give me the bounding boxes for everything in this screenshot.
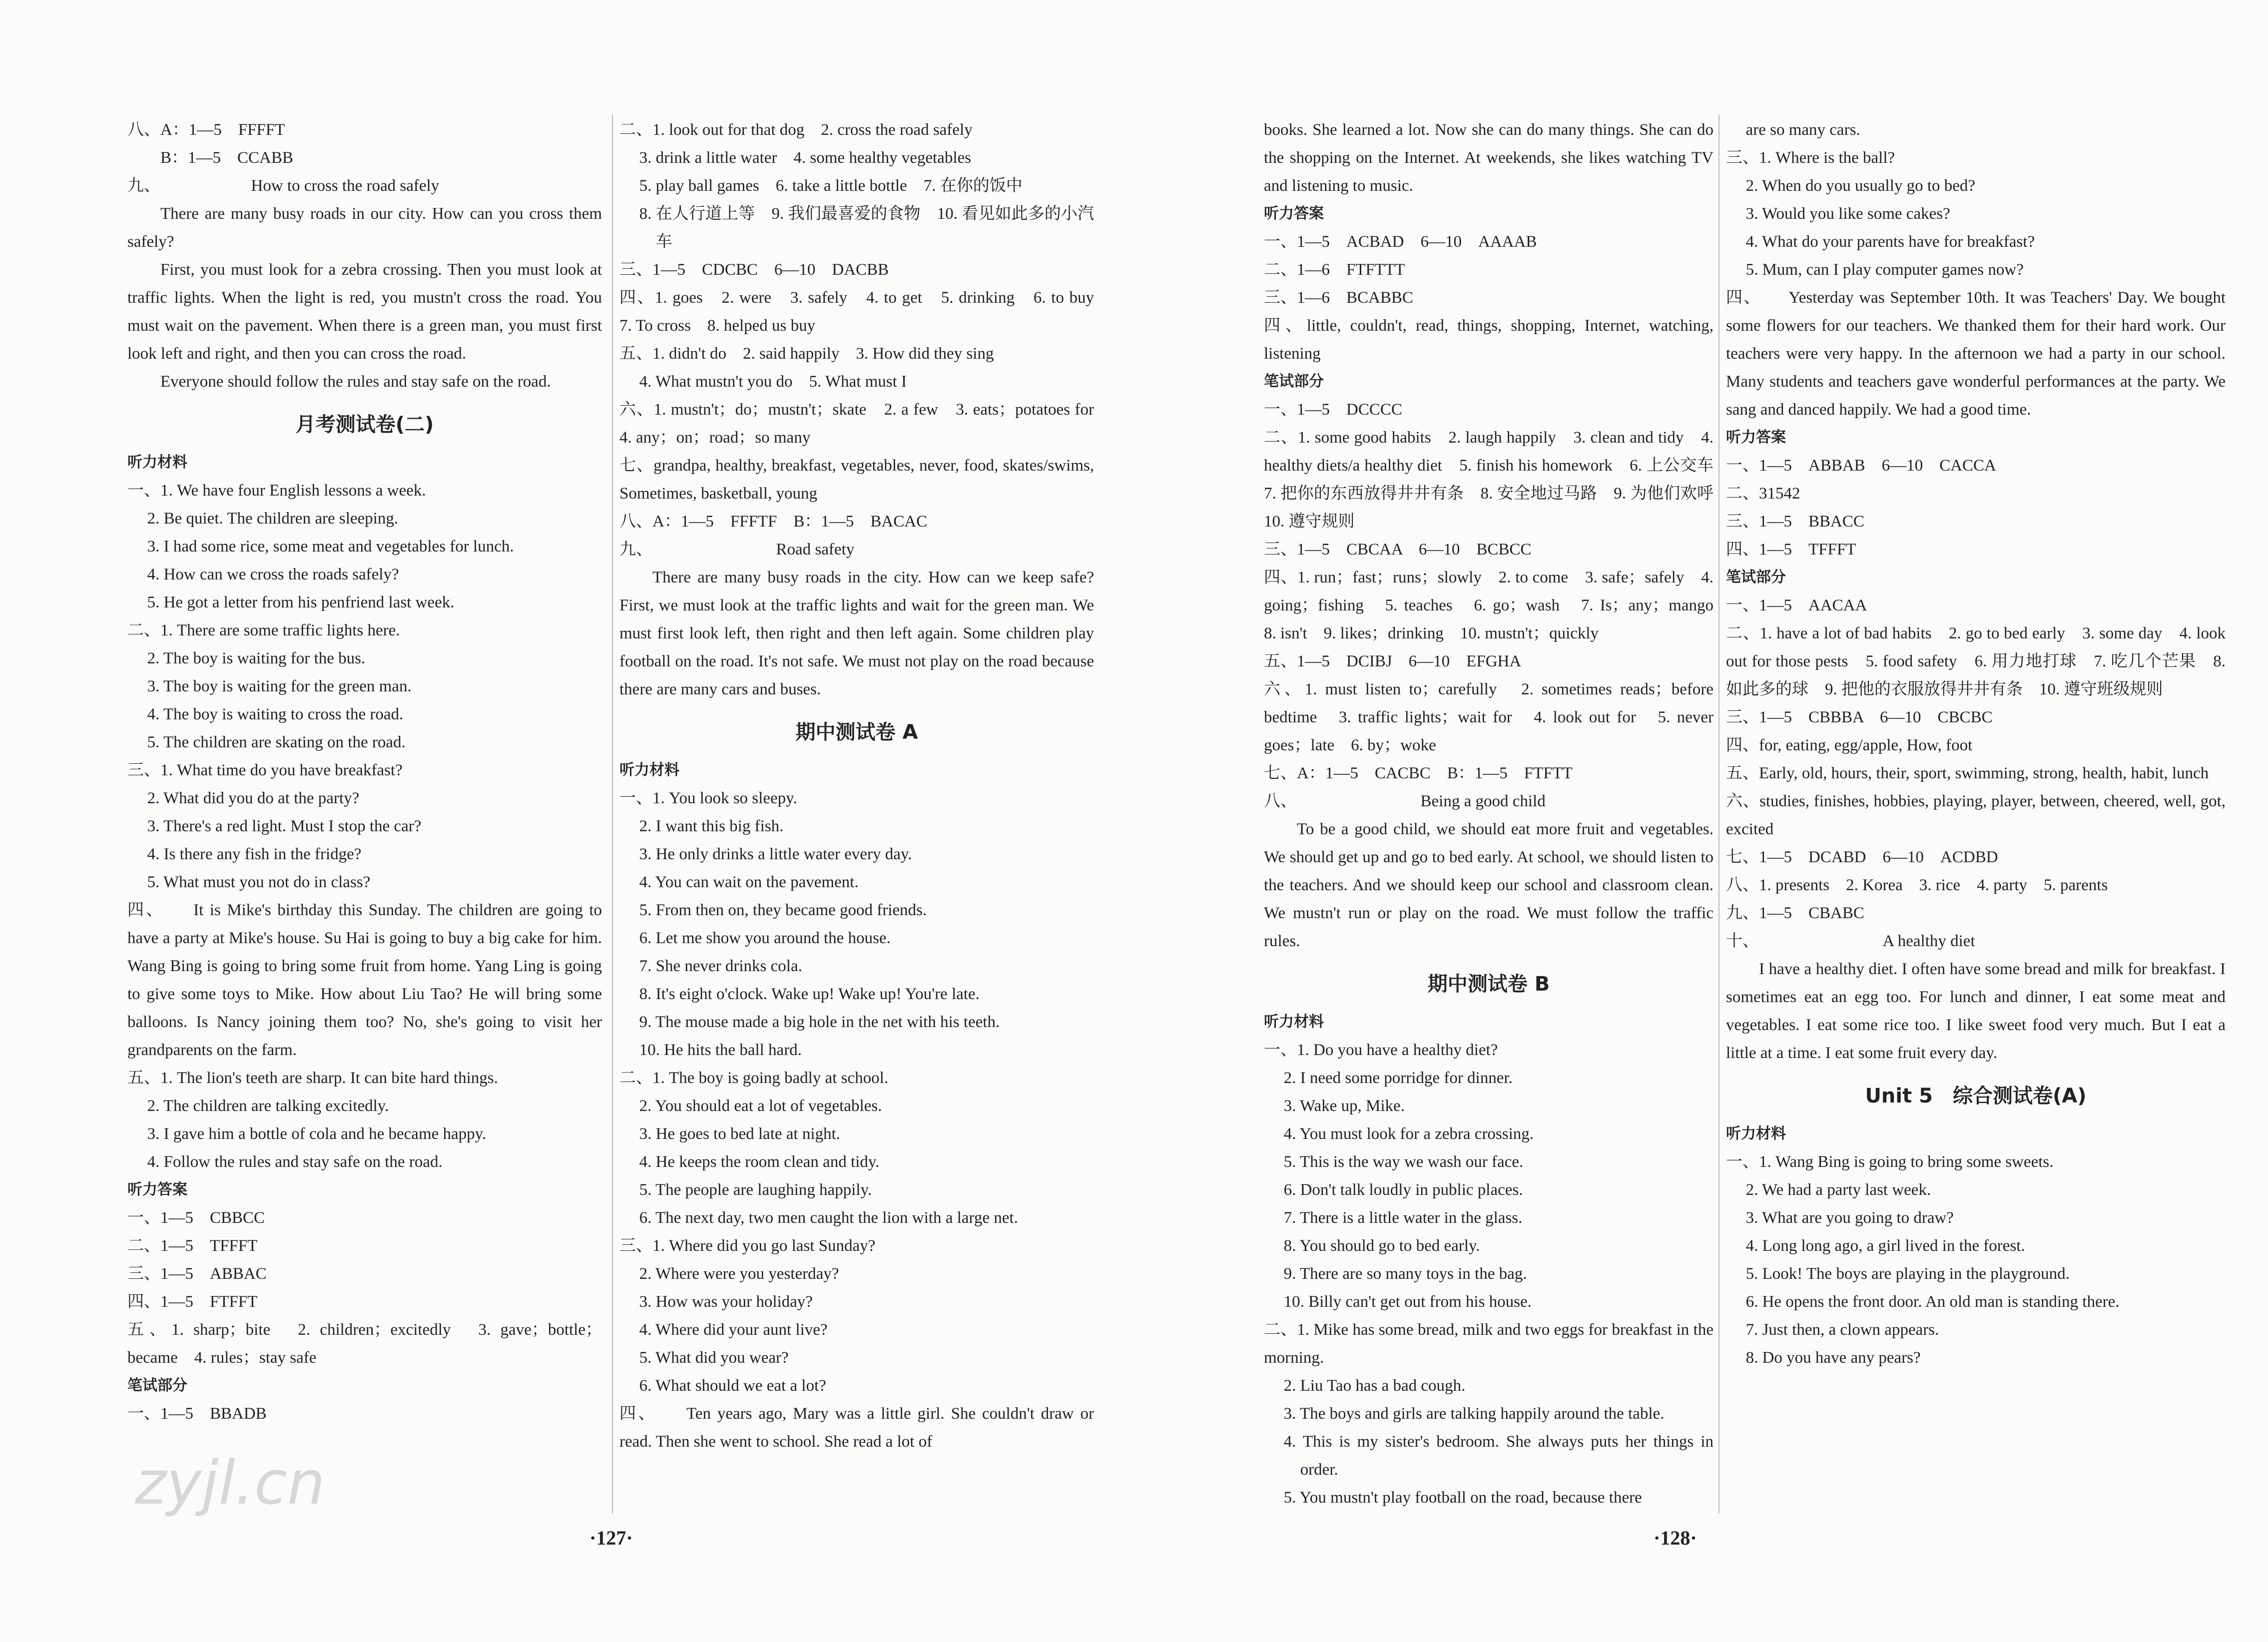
answer-line: 三、1. Where did you go last Sunday? [619,1237,876,1255]
answer-line: 四、1—5 TFFFT [1726,541,1856,558]
answer-line: 4. This is my sister's bedroom. She always puts her things in order. [1283,1433,1718,1479]
answer-line: 四、1. goes 2. were 3. safely 4. to get 5. drinking 6. to buy 7. To cross 8. helped us buy [619,289,1111,335]
answer-line: 4. The boy is waiting to cross the road. [147,705,404,723]
answer-line: 7. There is a little water in the glass. [1283,1209,1523,1227]
answer-column-2 [619,116,1111,1456]
answer-line: 一、1—5 DCCCC [1264,401,1402,419]
answer-line: 五、1. sharp；bite 2. children；excitedly 3. gave；bottle；became 4. rules；stay safe [127,1321,602,1367]
answer-line: 一、1—5 ABBAB 6—10 CACCA [1726,457,1996,475]
answer-line: 八、 Being a good child [1264,792,1546,810]
answer-line: books. She learned a lot. Now she can do many things. She can do the shopping on the Internet. At weekends, she likes watching TV and listening to music. [1264,121,1718,195]
answer-line: 5. What must you not do in class? [147,873,371,891]
essay-paragraph: There are many busy roads in the city. How can we keep safe? First, we must look at the traffic lights and wait for the green man. We must first look left, then right and then left again. Some children play football on the road. It's not safe. We must not play on the road because there are many cars and buses. [619,568,1094,698]
answer-line: 6. He opens the front door. An old man is standing there. [1745,1293,2120,1311]
answer-line: 4. Long long ago, a girl lived in the forest. [1745,1237,2025,1255]
answer-line: 2. What did you do at the party? [147,789,360,807]
answer-line: 九、1—5 CBABC [1726,904,1864,922]
answer-line: 4. Where did your aunt live? [639,1321,828,1339]
answer-line: 2. I need some porridge for dinner. [1283,1069,1513,1087]
answer-line: 2. When do you usually go to bed? [1745,177,1976,195]
answer-line: 4. Is there any fish in the fridge? [147,845,362,863]
answer-line: 三、1—5 CBBBA 6—10 CBCBC [1726,708,1993,726]
answer-line: 三、1—5 CBCAA 6—10 BCBCC [1264,541,1532,558]
answer-line: 二、1. There are some traffic lights here. [127,621,400,639]
answer-column-4 [1726,116,2230,1372]
answer-line: 9. The mouse made a big hole in the net with his teeth. [639,1013,1000,1031]
answer-column-3 [1264,116,1730,1512]
section-heading: 听力材料 [619,761,679,779]
answer-line: 七、grandpa, healthy, breakfast, vegetables, never, food, skates/swims, Sometimes, basketball, young [619,457,1099,503]
answer-line: 八、1. presents 2. Korea 3. rice 4. party 5. parents [1726,876,2108,894]
column-divider-left [612,115,613,1514]
answer-line: 3. Wake up, Mike. [1283,1097,1405,1115]
answer-line: 2. The children are talking excitedly. [147,1097,389,1115]
answer-line: 四、 Ten years ago, Mary was a little girl. She couldn't draw or read. Then she went to school. She read a lot of [619,1405,1099,1451]
answer-line: 二、31542 [1726,485,1800,503]
answer-line: 五、Early, old, hours, their, sport, swimming, strong, health, habit, lunch [1726,764,2209,782]
answer-line: 3. Would you like some cakes? [1745,205,1950,223]
answer-line: 二、1—5 TFFFT [127,1237,258,1255]
section-title: Unit 5 综合测试卷(A) [1865,1085,2087,1107]
answer-line: 5. The children are skating on the road. [147,733,406,751]
answer-line: 8. Do you have any pears? [1745,1349,1921,1367]
answer-line: 7. Just then, a clown appears. [1745,1321,1939,1339]
answer-line: 六、1. must listen to；carefully 2. sometimes reads；before bedtime 3. traffic lights；wait for 4. look out for 5. never goes；late 6. by；woke [1264,680,1718,754]
essay-paragraph: There are many busy roads in our city. How can you cross them safely? [127,205,602,251]
answer-line: 五、1—5 DCIBJ 6—10 EFGHA [1264,652,1522,670]
answer-line: 三、1—5 CDCBC 6—10 DACBB [619,261,889,279]
answer-line: 2. You should eat a lot of vegetables. [639,1097,882,1115]
page-number-right: ·128· [1654,1527,1697,1549]
answer-line: 二、1—6 FTFTTT [1264,261,1405,279]
answer-line: 7. She never drinks cola. [639,957,802,975]
answer-line: 六、studies, finishes, hobbies, playing, player, between, cheered, well, got, excited [1726,792,2230,838]
answer-line: 九、 How to cross the road safely [127,177,440,195]
answer-line: 3. I gave him a bottle of cola and he became happy. [147,1125,487,1143]
answer-line: 3. The boys and girls are talking happily around the table. [1283,1405,1665,1423]
answer-line: 4. What do your parents have for breakfast? [1745,233,2035,251]
watermark: zyjl.cn [135,1449,325,1518]
answer-line: 5. From then on, they became good friends. [639,901,927,919]
section-heading: 听力材料 [1726,1125,1786,1142]
essay-paragraph: Everyone should follow the rules and stay safe on the road. [160,373,551,391]
answer-line: 2. The boy is waiting for the bus. [147,649,366,667]
answer-line: 3. drink a little water 4. some healthy vegetables [639,149,971,167]
answer-line: 4. He keeps the room clean and tidy. [639,1153,880,1171]
answer-line: 三、1—6 BCABBC [1264,289,1413,307]
answer-line: 四、little, couldn't, read, things, shopping, Internet, watching, listening [1264,317,1718,363]
section-heading: 笔试部分 [127,1377,187,1394]
answer-line: 3. There's a red light. Must I stop the car? [147,817,422,835]
answer-line: 3. He only drinks a little water every day. [639,845,912,863]
answer-line: 2. Liu Tao has a bad cough. [1283,1377,1466,1395]
answer-line: 三、1. Where is the ball? [1726,149,1895,167]
answer-line: 一、1—5 ACBAD 6—10 AAAAB [1264,233,1537,251]
answer-line: 5. Mum, can I play computer games now? [1745,261,2024,279]
answer-line: 二、1. have a lot of bad habits 2. go to bed early 3. some day 4. look out for those pests 5. food safety 6. 用力地打球 7. 吃几个芒果 8. 如此多的球 9. 把他的衣服放得井井有条 10. 遵守班级规则 [1726,624,2230,698]
answer-line: 二、1. look out for that dog 2. cross the road safely [619,121,973,139]
answer-line: 3. I had some rice, some meat and vegetables for lunch. [147,538,514,555]
section-heading: 听力材料 [1264,1013,1324,1031]
answer-line: 3. How was your holiday? [639,1293,813,1311]
answer-line: 4. You must look for a zebra crossing. [1283,1125,1534,1143]
answer-line: 10. He hits the ball hard. [639,1041,802,1059]
answer-line: 6. The next day, two men caught the lion with a large net. [639,1209,1018,1227]
answer-line: 8. You should go to bed early. [1283,1237,1480,1255]
answer-line: 一、1. You look so sleepy. [619,789,797,807]
answer-line: 5. Look! The boys are playing in the playground. [1745,1265,2070,1283]
section-heading: 听力答案 [1726,429,1786,446]
answer-line: 一、1—5 BBADB [127,1405,267,1423]
answer-line: 九、 Road safety [619,541,855,558]
section-heading: 听力答案 [127,1181,187,1198]
answer-line: 一、1. We have four English lessons a week. [127,482,426,500]
answer-line: 3. What are you going to draw? [1745,1209,1954,1227]
answer-line: 四、 Yesterday was September 10th. It was Teachers' Day. We bought some flowers for our teachers. We thanked them for their hard work. Our teachers were very happy. In the afternoon we had a party in our school. Many students and teachers gave wonderful performances at the party. We sang and danced happily. We had a good time. [1726,289,2230,419]
essay-paragraph: First, you must look for a zebra crossing. Then you must look at traffic lights. When the light is red, you mustn't cross the road. You must wait on the pavement. When there is a green man, you must first look left and right, and then you can cross the road. [127,261,602,363]
essay-paragraph: I have a healthy diet. I often have some bread and milk for breakfast. I sometimes eat an egg too. For lunch and dinner, I eat some meat and vegetables. I eat some rice too. I like sweet food very much. But I eat a little at a time. I eat some fruit every day. [1726,960,2226,1062]
answer-line: 三、1. What time do you have breakfast? [127,761,403,779]
answer-line: B：1—5 CCABB [127,149,293,167]
answer-line: 八、A：1—5 FFFTF B：1—5 BACAC [619,513,928,531]
page-number-left: ·127· [589,1527,633,1549]
answer-line: 四、1—5 FTFFT [127,1293,258,1311]
answer-line: 3. He goes to bed late at night. [639,1125,840,1143]
answer-line: 七、A：1—5 CACBC B：1—5 FTFTT [1264,764,1573,782]
answer-line: 4. You can wait on the pavement. [639,873,859,891]
answer-line: 2. We had a party last week. [1745,1181,1931,1199]
answer-line: 二、1. Mike has some bread, milk and two eggs for breakfast in the morning. [1264,1321,1718,1367]
answer-line: 10. Billy can't get out from his house. [1283,1293,1532,1311]
answer-line: 6. Don't talk loudly in public places. [1283,1181,1523,1199]
answer-line: 二、1. some good habits 2. laugh happily 3. clean and tidy 4. healthy diets/a healthy diet 5. finish his homework 6. 上公交车 7. 把你的东西放得井井有条 8. 安全地过马路 9. 为他们欢呼 10. 遵守规则 [1264,429,1730,531]
section-title: 期中测试卷 B [1427,973,1550,996]
answer-line: 6. Let me show you around the house. [639,929,891,947]
answer-line: 三、1—5 ABBAC [127,1265,267,1283]
answer-line: 2. Be quiet. The children are sleeping. [147,510,399,528]
section-heading: 笔试部分 [1264,373,1324,390]
answer-line: 八、A：1—5 FFFFT [127,121,285,139]
column-divider-right [1718,115,1719,1514]
answer-line: 四、1. run；fast；runs；slowly 2. to come 3. safe；safely 4. going；fishing 5. teaches 6. go；wash 7. Is；any；mango 8. isn't 9. likes；drinking 10. mustn't；quickly [1264,568,1730,642]
answer-line: 9. There are so many toys in the bag. [1283,1265,1527,1283]
answer-line: 六、1. mustn't；do；mustn't；skate 2. a few 3. eats；potatoes for 4. any；on；road；so many [619,401,1111,447]
answer-line: 5. He got a letter from his penfriend last week. [147,593,455,611]
answer-line: 5. What did you wear? [639,1349,789,1367]
answer-line: 6. What should we eat a lot? [639,1377,826,1395]
answer-line: 五、1. didn't do 2. said happily 3. How did they sing [619,345,994,363]
answer-line: 一、1—5 AACAA [1726,596,1867,614]
answer-line: 七、1—5 DCABD 6—10 ACDBD [1726,848,1998,866]
answer-line: 8. 在人行道上等 9. 我们最喜爱的食物 10. 看见如此多的小汽车 [639,205,1094,251]
answer-column-1 [127,116,606,1428]
answer-line: 5. play ball games 6. take a little bottle 7. 在你的饭中 [639,177,1023,195]
answer-line: 8. It's eight o'clock. Wake up! Wake up! You're late. [639,985,980,1003]
answer-line: 一、1. Do you have a healthy diet? [1264,1041,1498,1059]
answer-line: 4. How can we cross the roads safely? [147,565,399,583]
answer-line: 2. I want this big fish. [639,817,784,835]
answer-line: are so many cars. [1745,121,1860,139]
answer-line: 5. This is the way we wash our face. [1283,1153,1524,1171]
essay-paragraph: To be a good child, we should eat more fruit and vegetables. We should get up and go to bed early. At school, we should listen to the teachers. And we should keep our school and classroom clean. We mustn't run or play on the road. We must follow the traffic rules. [1264,820,1713,950]
section-heading: 听力材料 [127,454,187,471]
answer-line: 二、1. The boy is going badly at school. [619,1069,889,1087]
section-heading: 听力答案 [1264,205,1324,222]
section-title: 期中测试卷 A [795,721,918,744]
answer-line: 5. You mustn't play football on the road, because there [1283,1489,1642,1507]
answer-line: 3. The boy is waiting for the green man. [147,677,412,695]
answer-line: 2. Where were you yesterday? [639,1265,839,1283]
answer-line: 一、1—5 CBBCC [127,1209,265,1227]
answer-line: 四、for, eating, egg/apple, How, foot [1726,736,1973,754]
answer-line: 5. The people are laughing happily. [639,1181,872,1199]
answer-line: 一、1. Wang Bing is going to bring some sweets. [1726,1153,2054,1171]
answer-line: 五、1. The lion's teeth are sharp. It can bite hard things. [127,1069,498,1087]
answer-line: 十、 A healthy diet [1726,932,1975,950]
answer-line: 四、 It is Mike's birthday this Sunday. The children are going to have a party at Mike's house. Su Hai is going to buy a big cake for him. Wang Bing is going to bring some fruit from home. Yang Ling is going to give some toys to Mike. How about Liu Tao? He will bring some balloons. Is Nancy joining them too? No, she's going to visit her grandparents on the farm. [127,901,606,1059]
answer-line: 三、1—5 BBACC [1726,513,1864,531]
section-title: 月考测试卷(二) [295,413,434,436]
answer-line: 4. Follow the rules and stay safe on the road. [147,1153,443,1171]
answer-line: 4. What mustn't you do 5. What must I [639,373,907,391]
section-heading: 笔试部分 [1726,568,1786,586]
